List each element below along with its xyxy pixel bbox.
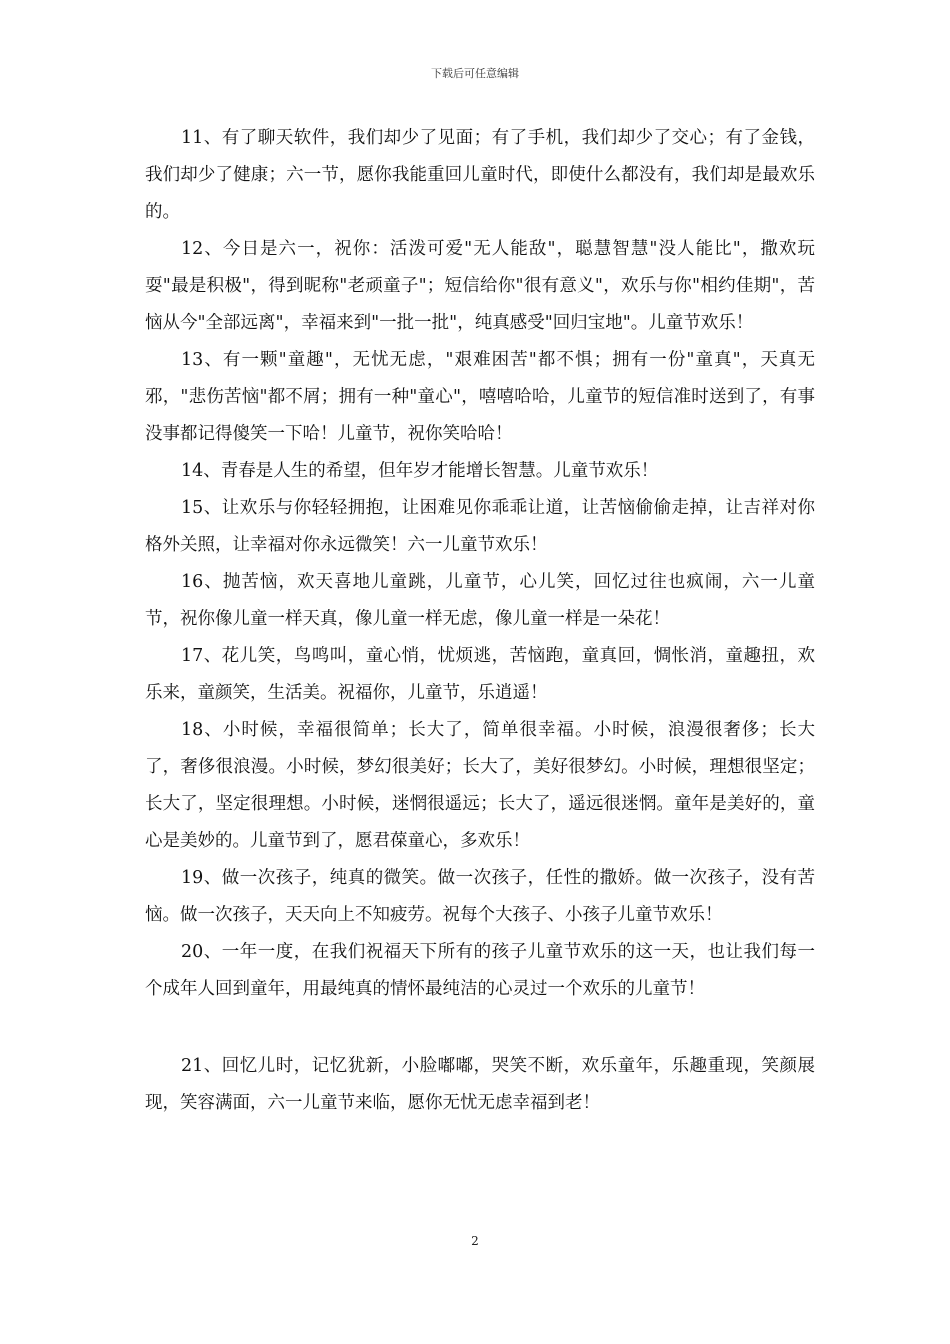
paragraph-spacer — [145, 1008, 815, 1048]
paragraph-18: 18、小时候，幸福很简单；长大了，简单很幸福。小时候，浪漫很奢侈；长大了，奢侈很浪漫。小时候，梦幻很美好；长大了，美好很梦幻。小时候，理想很坚定；长大了，坚定很理想。小时候，迷惘很遥远；长大了，遥远很迷惘。童年是美好的，童心是美妙的。儿童节到了，愿君葆童心，多欢乐！ — [145, 720, 815, 851]
paragraph-17: 17、花儿笑，鸟鸣叫，童心悄，忧烦逃，苦恼跑，童真回，惆怅消，童趣扭，欢乐来，童颜笑，生活美。祝福你，儿童节，乐逍遥！ — [145, 646, 815, 703]
page-number: 2 — [471, 1234, 479, 1248]
paragraph-20: 20、一年一度，在我们祝福天下所有的孩子儿童节欢乐的这一天，也让我们每一个成年人回到童年，用最纯真的情怀最纯洁的心灵过一个欢乐的儿童节！ — [145, 942, 815, 999]
paragraph-12: 12、今日是六一，祝你：活泼可爱"无人能敌"，聪慧智慧"没人能比"，撒欢玩耍"最是积极"，得到昵称"老顽童子"；短信给你"很有意义"，欢乐与你"相约佳期"，苦恼从今"全部远离"，幸福来到"一批一批"，纯真感受"回归宝地"。儿童节欢乐！ — [145, 239, 815, 333]
paragraph-19: 19、做一次孩子，纯真的微笑。做一次孩子，任性的撒娇。做一次孩子，没有苦恼。做一次孩子，天天向上不知疲劳。祝每个大孩子、小孩子儿童节欢乐！ — [145, 868, 815, 925]
page-header: 下载后可任意编辑 — [431, 67, 519, 80]
paragraph-11: 11、有了聊天软件，我们却少了见面；有了手机，我们却少了交心；有了金钱，我们却少了健康；六一节，愿你我能重回儿童时代，即使什么都没有，我们却是最欢乐的。 — [145, 128, 815, 222]
paragraph-13: 13、有一颗"童趣"，无忧无虑，"艰难困苦"都不惧；拥有一份"童真"，天真无邪，"悲伤苦恼"都不屑；拥有一种"童心"，嘻嘻哈哈，儿童节的短信准时送到了，有事没事都记得傻笑一下哈！儿童节，祝你笑哈哈！ — [145, 350, 815, 444]
document-body — [145, 120, 815, 1122]
paragraph-16: 16、抛苦恼，欢天喜地儿童跳，儿童节，心儿笑，回忆过往也疯闹，六一儿童节，祝你像儿童一样天真，像儿童一样无虑，像儿童一样是一朵花！ — [145, 572, 815, 629]
paragraph-21: 21、回忆儿时，记忆犹新，小脸嘟嘟，哭笑不断，欢乐童年，乐趣重现，笑颜展现，笑容满面，六一儿童节来临，愿你无忧无虑幸福到老！ — [145, 1056, 815, 1113]
paragraph-14: 14、青春是人生的希望，但年岁才能增长智慧。儿童节欢乐！ — [181, 461, 659, 481]
paragraph-15: 15、让欢乐与你轻轻拥抱，让困难见你乖乖让道，让苦恼偷偷走掉，让吉祥对你格外关照，让幸福对你永远微笑！六一儿童节欢乐！ — [145, 498, 815, 555]
